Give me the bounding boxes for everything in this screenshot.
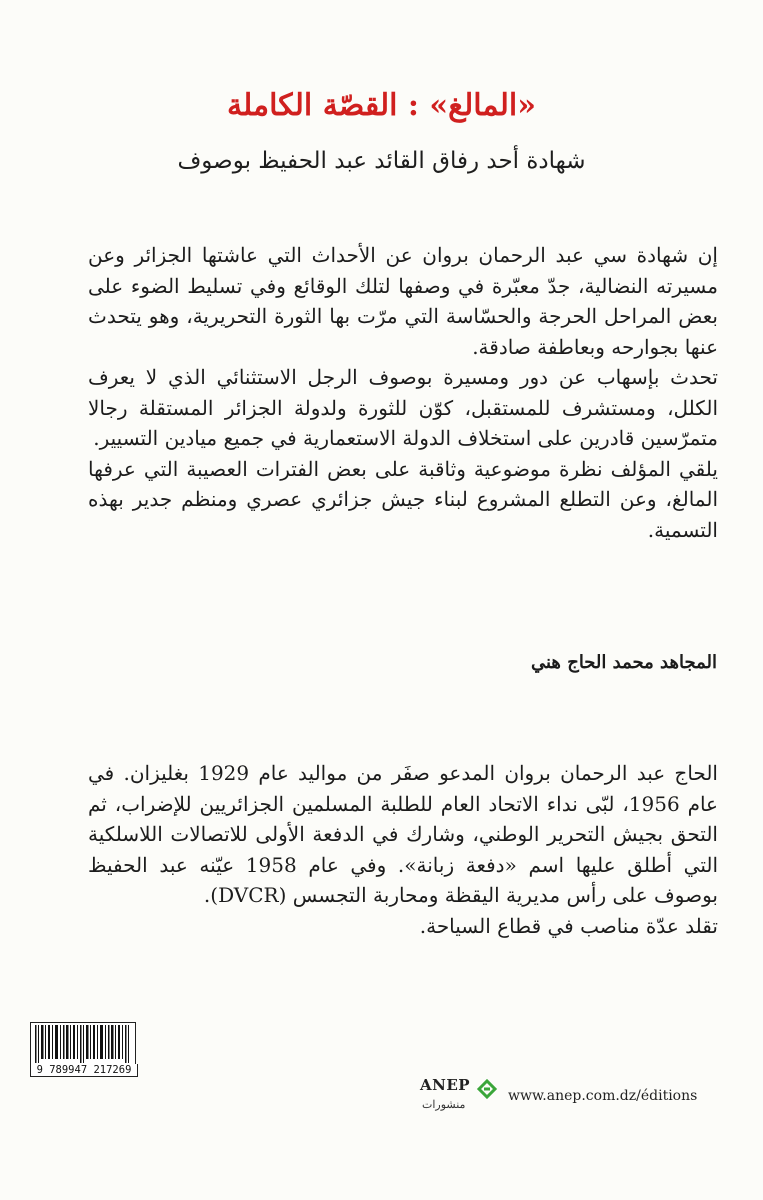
author-signature: المجاهد محمد الحاج هني xyxy=(531,652,717,673)
anep-logo xyxy=(420,1076,490,1116)
author-bio xyxy=(88,758,718,941)
book-title: «المالغ» : القصّة الكاملة xyxy=(227,88,536,123)
blurb-paragraph-2: تحدث بإسهاب عن دور ومسيرة بوصوف الرجل الاستثنائي الذي لا يعرف الكلل، ومستشرف للمستقبل، كوّن للثورة ولدولة الجزائر المستقلة رجالا متمرّسين قادرين على استخلاف الدولة الاستعمارية في جميع ميادين التسيير. xyxy=(88,365,718,450)
anep-logo-mark-icon xyxy=(476,1078,498,1100)
book-subtitle: شهادة أحد رفاق القائد عبد الحفيظ بوصوف xyxy=(177,148,586,174)
logo-text: ANEP xyxy=(420,1076,471,1094)
bio-paragraph-2: تقلد عدّة مناصب في قطاع السياحة. xyxy=(419,913,718,938)
barcode-bars xyxy=(31,1023,135,1065)
bio-paragraph-1: الحاج عبد الرحمان بروان المدعو صفَر من مواليد عام 1929 بغليزان. في عام 1956، لبّى نداء الاتحاد العام للطلبة المسلمين الجزائريين للإضراب، ثم التحق بجيش التحرير الوطني، وشارك في الدفعة الأولى للاتصالات اللاسلكية التي أطلق عليها اسم «دفعة زبانة». وفي عام 1958 عيّنه عبد الحفيظ بوصوف على رأس مديرية اليقظة ومحاربة التجسس (DVCR). xyxy=(88,761,718,907)
logo-arabic-text: منشورات xyxy=(422,1098,466,1111)
blurb-paragraph-1: إن شهادة سي عبد الرحمان بروان عن الأحداث التي عاشتها الجزائر وعن مسيرته النضالية، جدّ معبّرة في وصفها لتلك الوقائع وفي تسليط الضوء على بعض المراحل الحرجة والحسّاسة التي مرّت بها الثورة التحريرية، وهو يتحدث عنها بجوارحه وبعاطفة صادقة. xyxy=(88,243,718,359)
isbn-number: 9 789947 217269 xyxy=(30,1064,138,1077)
publisher-url[interactable]: www.anep.com.dz/éditions xyxy=(508,1088,698,1104)
blurb xyxy=(88,240,718,545)
publisher-block xyxy=(420,1076,697,1116)
barcode xyxy=(30,1022,136,1066)
blurb-paragraph-3: يلقي المؤلف نظرة موضوعية وثاقبة على بعض الفترات العصيبة التي عرفها المالغ، وعن التطلع المشروع لبناء جيش جزائري عصري ومنظم جدير بهذه التسمية. xyxy=(88,456,718,542)
